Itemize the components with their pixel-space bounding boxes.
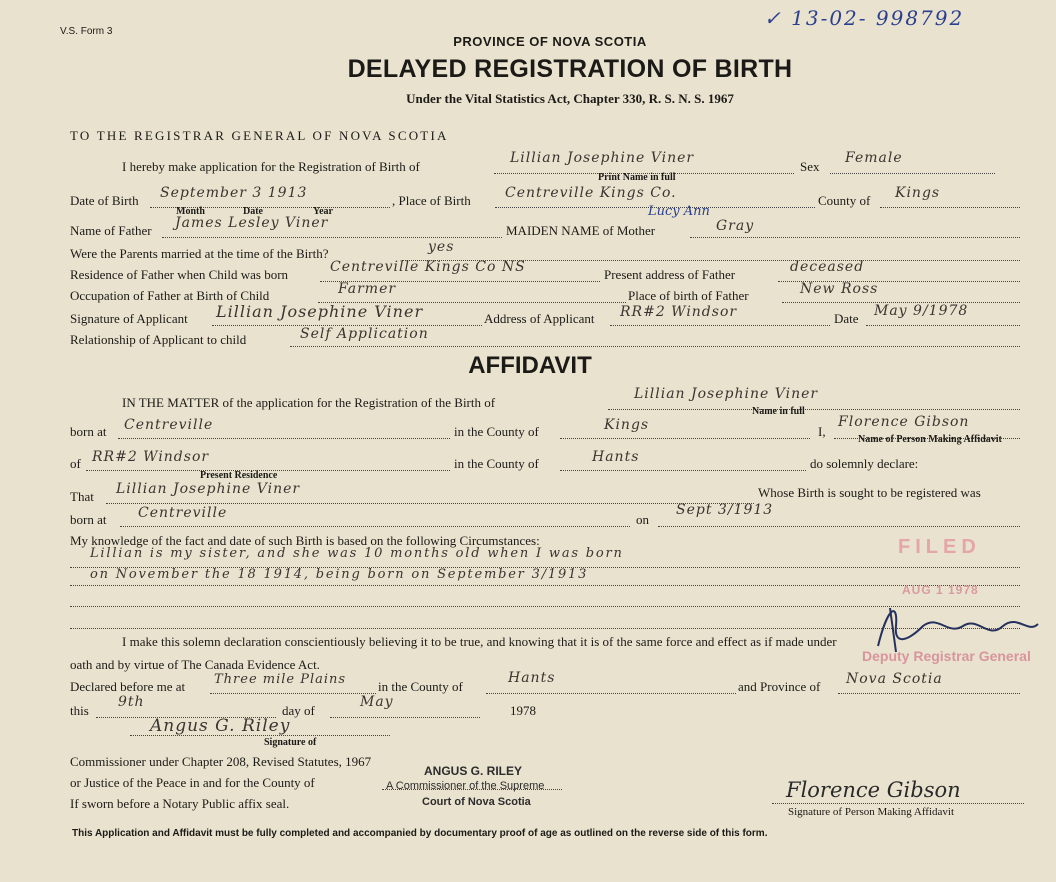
born-at-line [118,438,450,439]
annotation-number: ✓ 13-02- 998792 [764,6,965,30]
province-line [838,693,1020,694]
county-line-2 [560,470,806,471]
riley-stamp-title: A Commissioner of the Supreme [386,780,545,792]
deputy-registrar-stamp: Deputy Registrar General [862,648,1031,664]
circumstance-2: on November the 18 1914, being born on September 3/1913 [90,567,589,582]
occupation-value: Farmer [338,281,397,297]
day-value: 9th [118,694,145,710]
county-line-1 [560,438,810,439]
on-label: on [636,512,649,527]
address-line [610,325,830,326]
riley-stamp-name: ANGUS G. RILEY [424,764,523,778]
on-line [658,526,1020,527]
person-value: Florence Gibson [838,414,970,430]
county-value-3: Hants [508,670,556,686]
that-value: Lillian Josephine Viner [116,481,301,497]
father-value: James Lesley Viner [175,215,329,231]
dob-value: September 3 1913 [160,185,308,201]
name-full-label: Name in full [752,406,805,417]
that-line [106,503,754,504]
child-name-value: Lillian Josephine Viner [510,150,695,166]
signature-of-label: Signature of [264,737,317,748]
sex-label: Sex [800,159,820,174]
declare-label: do solemnly declare: [810,456,919,471]
matter-line [608,409,1020,410]
commissioner-text-1: Commissioner under Chapter 208, Revised Statutes, 1967 [70,754,372,769]
commissioner-signature: Angus G. Riley [150,716,291,736]
pob-value: Centreville Kings Co. [505,185,677,201]
month-line [330,717,480,718]
county-value-1: Kings [604,417,650,433]
footer-note: This Application and Affidavit must be fully completed and accompanied by documentary proof of age as outlined on the reverse side of this form. [72,828,768,839]
county-line [880,207,1020,208]
present-address-label: Present address of Father [604,267,736,282]
dob-label: Date of Birth [70,193,139,208]
county-label-2: in the County of [454,456,539,471]
this-label: this [70,703,89,718]
maiden-label: MAIDEN NAME of Mother [506,223,656,238]
year-label: Year [313,206,333,217]
form-number: V.S. Form 3 [60,26,113,37]
commissioner-text-2: or Justice of the Peace in and for the County of [70,775,315,790]
commissioner-text-3: If sworn before a Notary Public affix seal. [70,796,290,811]
occupation-label: Occupation of Father at Birth of Child [70,288,270,303]
person-sig-line [772,803,1024,804]
commissioner-sig-line [130,735,390,736]
address-label: Address of Applicant [484,311,595,326]
county-label-1: in the County of [454,424,539,439]
sig-label: Signature of Applicant [70,311,188,326]
father-pob-label: Place of birth of Father [628,288,749,303]
form-subtitle: Under the Vital Statistics Act, Chapter 330, R. S. N. S. 1967 [406,91,734,106]
knowledge-label: My knowledge of the fact and date of such Birth is based on the following Circumstances: [70,533,540,548]
declared-value: Three mile Plains [214,672,347,687]
person-label: Name of Person Making Affidavit [858,434,1002,445]
circumstance-1: Lillian is my sister, and she was 10 months old when I was born [90,546,624,561]
of-value: RR#2 Windsor [92,449,210,465]
affidavit-heading: AFFIDAVIT [468,352,592,379]
county-label: County of [818,193,871,208]
form-title: DELAYED REGISTRATION OF BIRTH [347,55,793,83]
county-line-3 [486,693,736,694]
whose-birth-label: Whose Birth is sought to be registered was [758,485,981,500]
matter-value: Lillian Josephine Viner [634,386,819,402]
residence-label: Residence of Father when Child was born [70,267,289,282]
province-value: Nova Scotia [846,671,943,687]
riley-stamp-court: Court of Nova Scotia [422,796,531,808]
relationship-line [290,346,1020,347]
married-label: Were the Parents married at the time of the Birth? [70,246,329,261]
county-value: Kings [895,185,941,201]
month-label: Month [176,206,205,217]
declared-label: Declared before me at [70,679,186,694]
solemn-text-1: I make this solemn declaration conscientiously believing it to be true, and knowing that it is of the same force and effect as if made under [122,634,837,649]
applicant-signature: Lillian Josephine Viner [216,302,424,321]
residence-value: Centreville Kings Co NS [330,259,526,275]
maiden-line [690,237,1020,238]
county-value-2: Hants [592,449,640,465]
of-label: of [70,456,81,471]
born-at2-value: Centreville [138,505,228,521]
present-address-value: deceased [790,259,865,275]
born-at2-line [120,526,630,527]
on-value: Sept 3/1913 [676,502,774,518]
registrar-signature-icon [868,596,1048,660]
province-heading: PROVINCE OF NOVA SCOTIA [453,34,647,49]
person-signature: Florence Gibson [786,778,961,802]
print-name-label: Print Name in full [598,172,676,183]
sex-line [830,173,995,174]
sex-value: Female [845,150,903,166]
month-value: May [360,694,394,710]
declared-line [210,693,376,694]
county-label-3: in the County of [378,679,463,694]
person-sig-label: Signature of Person Making Affidavit [788,806,954,818]
i-label: I, [818,424,826,439]
born-at2-label: born at [70,512,107,527]
app-date-label: Date [834,311,859,326]
addressee: TO THE REGISTRAR GENERAL OF NOVA SCOTIA [70,128,449,143]
address-value: RR#2 Windsor [620,304,738,320]
intro-label: I hereby make application for the Registration of Birth of [122,159,420,174]
present-residence-label: Present Residence [200,470,278,481]
maiden-value: Gray [716,218,755,234]
solemn-text-2: oath and by virtue of The Canada Evidence Act. [70,657,320,672]
filed-stamp: FILED [898,536,981,558]
born-at-value: Centreville [124,417,214,433]
father-label: Name of Father [70,223,152,238]
app-date-line [866,325,1020,326]
circumstance-line-2 [70,585,1020,586]
relationship-label: Relationship of Applicant to child [70,332,247,347]
father-pob-value: New Ross [800,281,879,297]
father-line [162,237,502,238]
married-value: yes [428,239,455,255]
app-date-value: May 9/1978 [874,303,969,319]
that-label: That [70,489,94,504]
day-of-label: day of [282,703,315,718]
filed-stamp-date: AUG 1 1978 [902,583,979,597]
province-label: and Province of [738,679,821,694]
year-value: 1978 [510,703,536,718]
matter-label: IN THE MATTER of the application for the Registration of the Birth of [122,395,496,410]
date-label: Date [243,206,263,217]
mother-first-value: Lucy Ann [648,204,710,219]
born-at-label: born at [70,424,107,439]
relationship-value: Self Application [300,326,429,342]
pob-label: , Place of Birth [392,193,471,208]
